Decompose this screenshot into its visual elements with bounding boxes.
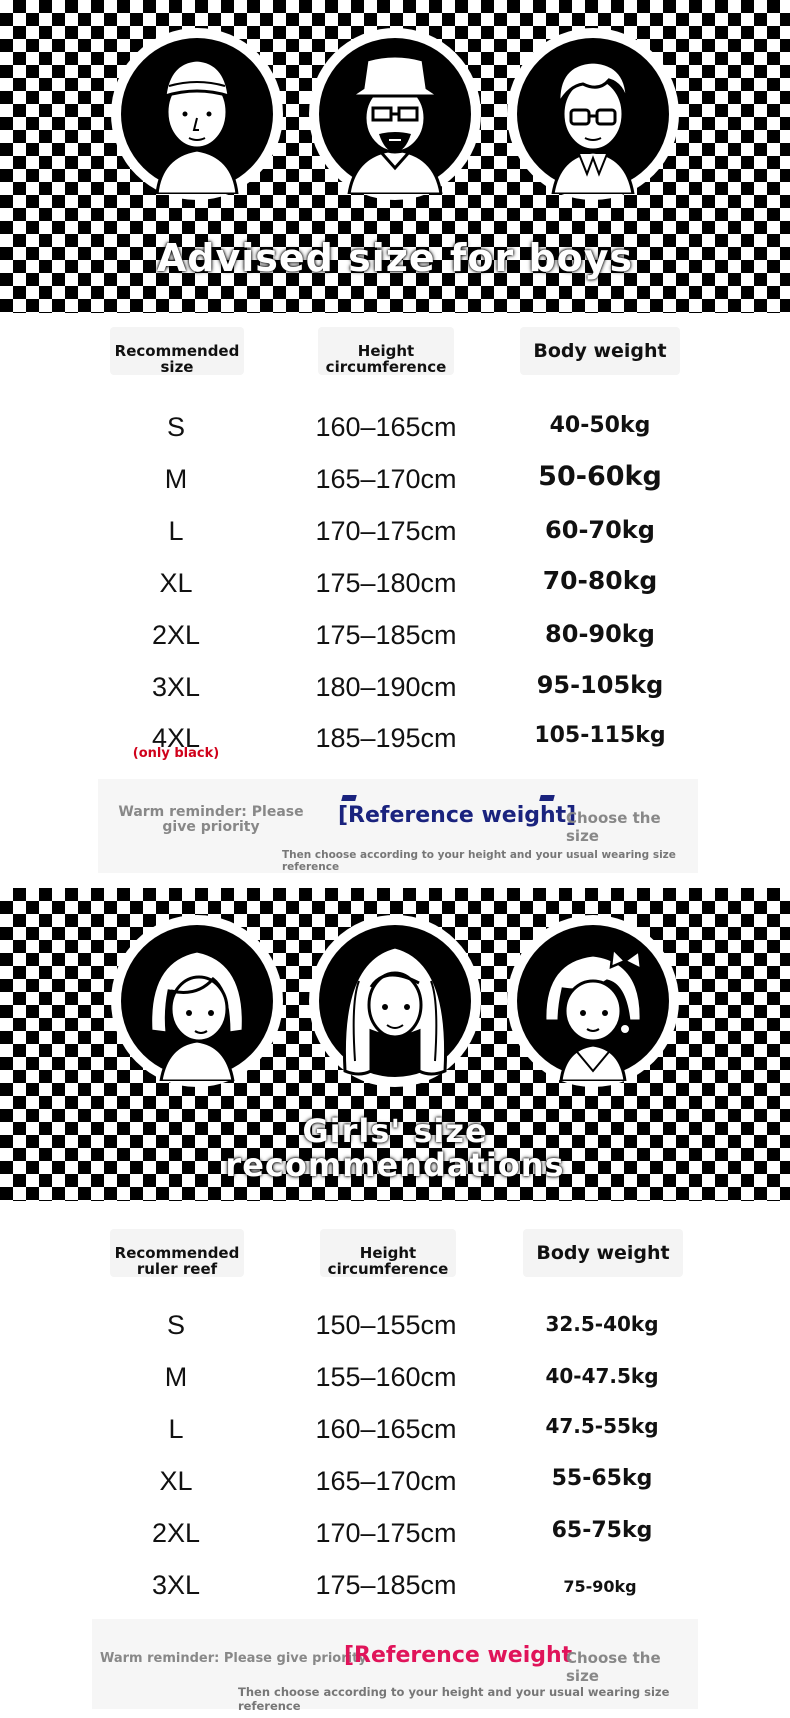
table-row xyxy=(0,1351,790,1403)
size-cell: 3XL xyxy=(151,672,201,702)
weight-cell: 105-115kg xyxy=(534,723,666,748)
size-cell: 3XL xyxy=(151,1570,201,1600)
height-cell: 150–155cm xyxy=(315,1310,457,1340)
table-row xyxy=(0,401,790,453)
height-cell: 165–170cm xyxy=(315,1466,457,1496)
boys-header-weight: Body weight xyxy=(520,327,680,375)
height-cell: 170–175cm xyxy=(315,516,457,546)
boys-reminder xyxy=(98,779,698,873)
boys-title: Advised size for boys xyxy=(156,236,634,280)
accent-mark xyxy=(341,795,357,801)
girls-reminder xyxy=(92,1619,698,1713)
size-cell: 2XL xyxy=(151,620,201,650)
size-cell: S xyxy=(166,412,185,442)
girls-title-line2: recommendations xyxy=(225,1146,565,1184)
height-cell: 170–175cm xyxy=(315,1518,457,1548)
girls-header-size: Recommended ruler reef xyxy=(110,1229,244,1277)
reminder-highlight: [Reference weight xyxy=(344,1643,573,1668)
size-cell: L xyxy=(168,516,184,546)
girls-checker-banner xyxy=(0,888,790,1201)
weight-cell: 65-75kg xyxy=(551,1518,653,1543)
weight-cell: 40-50kg xyxy=(549,413,651,438)
girls-header-weight: Body weight xyxy=(523,1229,683,1277)
height-cell: 155–160cm xyxy=(315,1362,457,1392)
girls-header-height: Height circumference xyxy=(320,1229,456,1277)
size-cell: 4XL xyxy=(151,723,201,753)
table-row xyxy=(0,1299,790,1351)
boys-header-size: Recommended size xyxy=(110,327,244,375)
reminder-prefix: Warm reminder: Please give priority xyxy=(118,804,304,835)
height-cell: 185–195cm xyxy=(315,723,457,753)
weight-cell: 32.5-40kg xyxy=(545,1312,659,1336)
boy-cap-avatar-icon xyxy=(111,28,283,200)
girl-long-hair-avatar-icon xyxy=(309,915,481,1087)
reminder-suffix: Choose the size xyxy=(566,809,661,845)
weight-cell: 47.5-55kg xyxy=(545,1414,659,1438)
girl-short-hair-avatar-icon xyxy=(111,915,283,1087)
boys-size-table xyxy=(0,313,790,873)
table-row xyxy=(0,1403,790,1455)
boy-glasses-avatar-icon xyxy=(507,28,679,200)
height-cell: 175–185cm xyxy=(315,1570,457,1600)
table-row xyxy=(0,1559,790,1611)
size-cell: M xyxy=(164,1362,188,1392)
reminder-highlight: [Reference weight] xyxy=(338,803,577,828)
table-row xyxy=(0,453,790,505)
table-row xyxy=(0,1455,790,1507)
weight-cell: 60-70kg xyxy=(545,516,655,544)
reminder-prefix: Warm reminder: Please give priority xyxy=(100,1651,367,1666)
reminder-suffix: Choose the size xyxy=(566,1649,661,1685)
size-cell: 2XL xyxy=(151,1518,201,1548)
man-hat-glasses-avatar-icon xyxy=(309,28,481,200)
weight-cell: 80-90kg xyxy=(545,620,655,648)
height-cell: 160–165cm xyxy=(315,412,457,442)
table-row xyxy=(0,661,790,713)
height-cell: 160–165cm xyxy=(315,1414,457,1444)
reminder-detail: Then choose according to your height and your usual wearing size reference xyxy=(238,1685,670,1713)
height-cell: 175–180cm xyxy=(315,568,457,598)
height-cell: 165–170cm xyxy=(315,464,457,494)
weight-cell: 40-47.5kg xyxy=(545,1364,659,1388)
girls-title-line1: Girls' size xyxy=(302,1112,488,1150)
size-cell: XL xyxy=(159,568,193,598)
weight-cell: 50-60kg xyxy=(538,461,662,492)
weight-cell: 75-90kg xyxy=(563,1577,637,1596)
size-cell: L xyxy=(168,1414,184,1444)
only-black-note: (only black) xyxy=(132,746,220,761)
accent-mark xyxy=(539,795,555,801)
boys-header-height: Height circumference xyxy=(318,327,454,375)
weight-cell: 95-105kg xyxy=(536,671,664,699)
table-row xyxy=(0,1507,790,1559)
weight-cell: 70-80kg xyxy=(542,566,658,595)
height-cell: 175–185cm xyxy=(315,620,457,650)
size-cell: M xyxy=(164,464,188,494)
table-row xyxy=(0,505,790,557)
girls-size-table xyxy=(0,1201,790,1718)
weight-cell: 55-65kg xyxy=(551,1466,653,1491)
size-cell: S xyxy=(166,1310,185,1340)
table-row xyxy=(0,557,790,609)
boys-checker-banner xyxy=(0,0,790,313)
height-cell: 180–190cm xyxy=(315,672,457,702)
table-row xyxy=(0,609,790,661)
reminder-detail: Then choose according to your height and your usual wearing size reference xyxy=(282,849,676,873)
size-cell: XL xyxy=(159,1466,193,1496)
girl-bow-avatar-icon xyxy=(507,915,679,1087)
